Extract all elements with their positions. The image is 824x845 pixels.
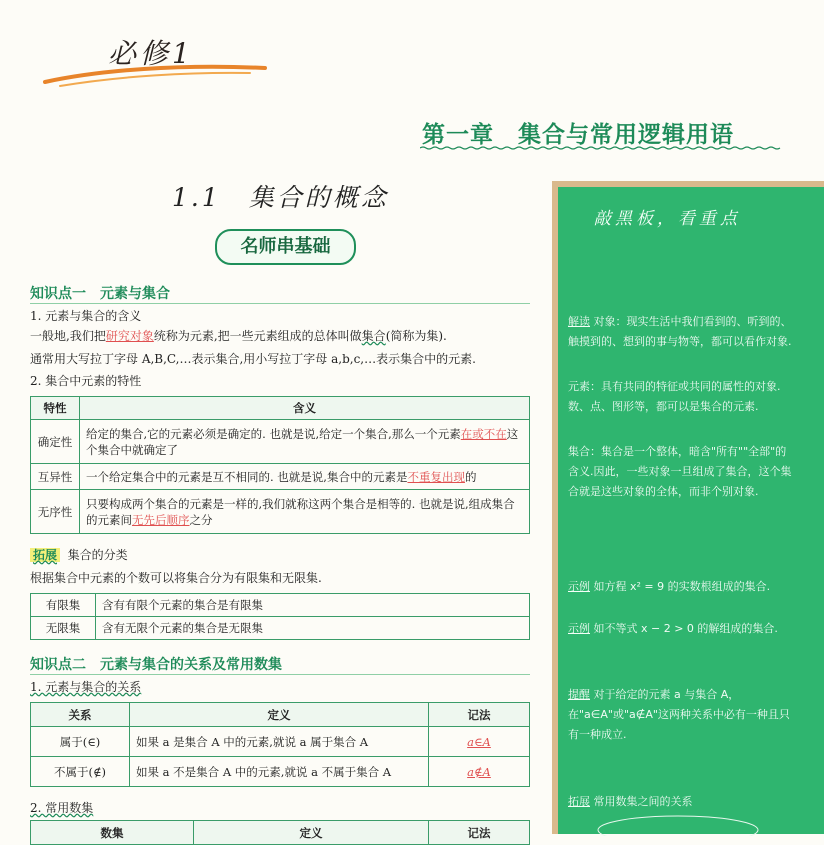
kp1-paragraph1 (30, 327, 447, 345)
relation-definition: 如果 a 是集合 A 中的元素,就说 a 属于集合 A (130, 727, 429, 757)
property-name: 互异性 (31, 464, 80, 490)
table-header: 记法 (429, 703, 530, 727)
table-header: 定义 (194, 821, 429, 845)
table-header-row (31, 397, 530, 420)
board-text: 对象：现实生活中我们看到的、听到的、触摸到的、想到的事与物等，都可以看作对象. (568, 315, 792, 348)
def-text: 之分 (189, 512, 213, 527)
table-header: 含义 (80, 397, 530, 420)
board-tag: 提醒 (568, 688, 590, 701)
board-text: 常用数集之间的关系 (593, 795, 693, 808)
p1-c: (简称为集). (385, 329, 447, 343)
board-extension (568, 792, 796, 812)
class-name: 无限集 (31, 617, 96, 640)
board-tag: 示例 (568, 622, 590, 635)
property-definition (80, 490, 530, 534)
relation-name: 属于(∈) (31, 727, 130, 757)
extension-title: 集合的分类 (67, 548, 128, 562)
relation-name: 不属于(∉) (31, 757, 130, 787)
table-header-row (31, 703, 530, 727)
relation-definition: 如果 a 不是集合 A 中的元素,就说 a 不属于集合 A (130, 757, 429, 787)
kp1-sub2: 2. 集合中元素的特性 (30, 374, 142, 388)
kp2-title: 知识点二 元素与集合的关系及常用数集 (30, 657, 282, 673)
def-red: 在或不在 (460, 426, 507, 441)
kp1-divider (30, 303, 530, 304)
board-tag: 拓展 (568, 795, 590, 808)
table-header: 特性 (31, 397, 80, 420)
p1-red: 研究对象 (105, 329, 154, 343)
def-red: 无先后顺序 (132, 512, 190, 527)
table-row (31, 464, 530, 490)
def-text: 给定的集合,它的元素必须是确定的. 也就是说,给定一个集合,那么一个元素 (86, 426, 461, 441)
p1-b: 统称为元素,把一些元素组成的总体叫做 (153, 329, 362, 343)
board-set-note: 集合：集合是一个整体，暗含"所有""全部"的含义.因此，一些对象一旦组成了集合，这个集合就是这些对象的全体，而非个别对象. (568, 445, 792, 498)
property-definition (80, 464, 530, 490)
set-classification-table (30, 593, 530, 640)
table-row (31, 757, 530, 787)
kp2-divider (30, 674, 530, 675)
board-interpretation (568, 312, 796, 352)
table-row (31, 617, 530, 640)
book-title: 必修1 (108, 37, 194, 70)
table-header: 关系 (31, 703, 130, 727)
table-row (31, 420, 530, 464)
section-badge: 名师串基础 (215, 229, 356, 265)
table-row (31, 594, 530, 617)
table-header: 数集 (31, 821, 194, 845)
board-tip (568, 685, 796, 745)
table-row (31, 490, 530, 534)
def-text: 一个给定集合中的元素是互不相同的. 也就是说,集合中的元素是 (86, 469, 408, 484)
kp1-sub1: 1. 元素与集合的含义 (30, 309, 142, 323)
chapter-underline (420, 146, 782, 150)
kp2-sub2: 2. 常用数集 (30, 801, 94, 815)
board-text: 对于给定的元素 a 与集合 A，在"a∈A"或"a∉A"这两种关系中必有一种且只有一种成立. (568, 688, 790, 741)
property-definition (80, 420, 530, 464)
class-name: 有限集 (31, 594, 96, 617)
table-header: 记法 (429, 821, 530, 845)
chapter-title: 第一章 集合与常用逻辑用语 (422, 122, 734, 148)
board-tag: 解读 (568, 315, 590, 328)
board-text: 如方程 x² = 9 的实数根组成的集合. (593, 580, 771, 593)
class-definition: 含有无限个元素的集合是无限集 (96, 617, 530, 640)
extension-tag: 拓展 (30, 548, 60, 562)
number-sets-table (30, 820, 530, 845)
def-text: 的 (464, 469, 477, 484)
table-header-row (31, 821, 530, 845)
membership-relation-table (30, 702, 530, 787)
relation-notation: a∈A (429, 727, 530, 757)
board-example-1 (568, 577, 796, 597)
def-red: 不重复出现 (407, 469, 465, 484)
board-element-note: 元素：具有共同的特征或共同的属性的对象.数、点、图形等，都可以是集合的元素. (568, 380, 781, 413)
class-definition: 含有有限个元素的集合是有限集 (96, 594, 530, 617)
p1-a: 一般地,我们把 (30, 329, 106, 343)
p1-wavy: 集合 (361, 329, 386, 343)
board-tag: 示例 (568, 580, 590, 593)
kp2-sub1: 1. 元素与集合的关系 (30, 680, 142, 694)
def-text: 只要构成两个集合的元素是一样的,我们就称这两个集合是相等的. 也就是说,组成集合的元素间 (86, 496, 515, 527)
brush-stroke-decoration (40, 60, 270, 90)
extension-heading (30, 546, 128, 564)
board-example-2 (568, 619, 796, 639)
extension-text: 根据集合中元素的个数可以将集合分为有限集和无限集. (30, 571, 322, 585)
table-row (31, 727, 530, 757)
property-name: 确定性 (31, 420, 80, 464)
board-title: 敲黑板，看重点 (594, 209, 741, 229)
element-properties-table (30, 396, 530, 534)
relation-notation: a∉A (429, 757, 530, 787)
def-text: 这个集合中就确定了 (86, 426, 519, 457)
kp1-paragraph2: 通常用大写拉丁字母 A,B,C,…表示集合,用小写拉丁字母 a,b,c,…表示集合中的元素. (30, 352, 476, 366)
section-title: 1.1 集合的概念 (172, 183, 389, 212)
board-text: 如不等式 x − 2 > 0 的解组成的集合. (593, 622, 778, 635)
property-name: 无序性 (31, 490, 80, 534)
table-header: 定义 (130, 703, 429, 727)
chalkboard-panel (552, 181, 824, 834)
board-diagram-sketch (578, 812, 778, 836)
kp1-title: 知识点一 元素与集合 (30, 286, 170, 302)
